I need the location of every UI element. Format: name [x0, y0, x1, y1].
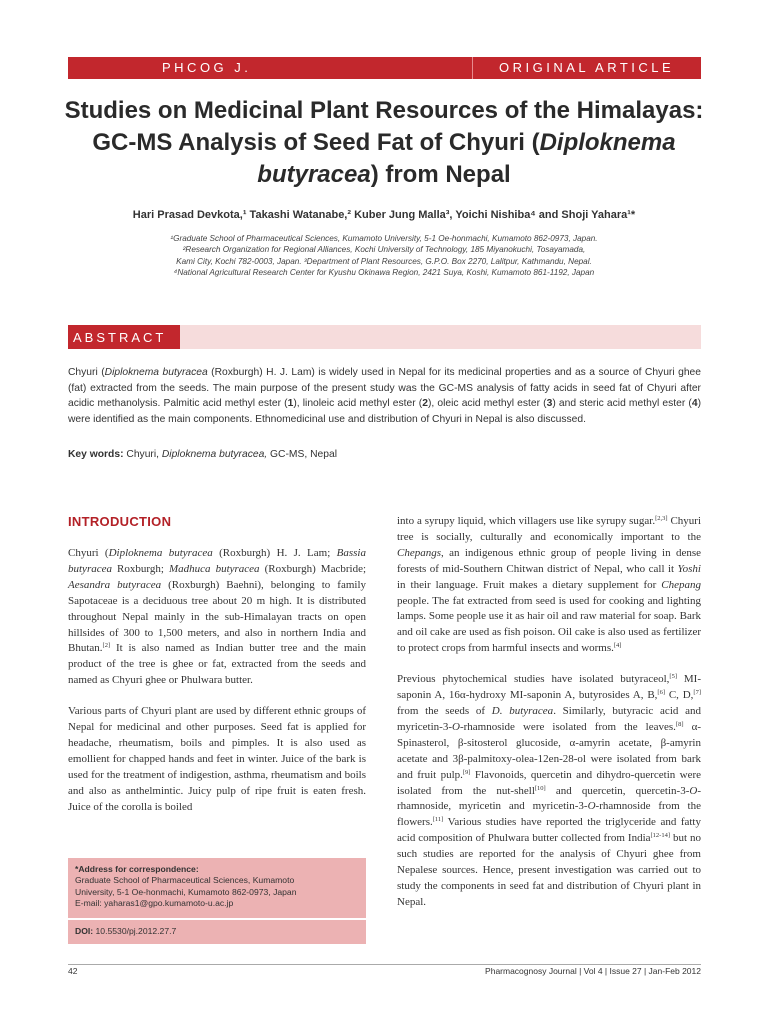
correspondence-divider [68, 918, 366, 920]
keywords-label: Key words: [68, 449, 124, 460]
header-bar [68, 57, 701, 79]
page-number: 42 [68, 966, 78, 976]
correspondence-label: *Address for correspondence: [75, 864, 199, 874]
paragraph: Various parts of Chyuri plant are used by different ethnic groups of Nepal for medicinal and other purposes. Seed fat is applied for headache, rheumatism, boils and pimples. It is also used as emollient for chapped hands and feet in winter. Juice of the bark is used for the treatment of indigestion, asthma, rheumatism and boils and also as anthelmintic. Juicy pulp of ripe fruit is eaten fresh. Juice of the corolla is boiled [68, 705, 366, 813]
article-type: ORIGINAL ARTICLE [499, 60, 675, 75]
section-heading-introduction: INTRODUCTION [68, 514, 172, 529]
journal-name: PHCOG J. [162, 60, 252, 75]
abstract-heading-text: ABSTRACT [73, 330, 167, 345]
body-column-right [397, 514, 701, 926]
paragraph: into a syrupy liquid, which villagers use like syrupy sugar.[2,3] Chyuri tree is socially, culturally and economically important to the Chepangs, an indigenous ethnic group of people living in dense forests of mid-Southern Chitwan district of Nepal, who call it Yoshi in their language. Fruit makes a dietary supplement for Chepang people. The fat extracted from seed is used for cooking and lighting lamps. Some people use it as hair oil and raw material for soap. Bark and oil cake are used as fish poison. Oil cake is also used as fertilizer to protect crops from harmful insects and worms.[4] [397, 515, 701, 655]
article-title [40, 95, 728, 191]
correspondence-email[interactable]: E-mail: yaharas1@gpo.kumamoto-u.ac.jp [75, 898, 234, 909]
body-column-left [68, 546, 366, 831]
title-line-2: GC-MS Analysis of Seed Fat of Chyuri ( [92, 129, 540, 156]
footer-rule [68, 964, 701, 965]
title-species: Diploknema butyracea [257, 129, 676, 188]
title-line-3: ) from Nepal [370, 161, 511, 188]
journal-citation: Pharmacognosy Journal | Vol 4 | Issue 27 | Jan-Feb 2012 [485, 966, 701, 976]
doi[interactable]: DOI: 10.5530/pj.2012.27.7 [75, 926, 177, 936]
affiliation-line: Kami City, Kochi 782-0003, Japan. ³Department of Plant Resources, G.P.O. Box 2270, Lalitpur, Kathmandu, Nepal. [176, 256, 592, 266]
title-line-1: Studies on Medicinal Plant Resources of the Himalayas: [64, 97, 704, 124]
paragraph: Previous phytochemical studies have isolated butyraceol,[5] MI-saponin A, 16α-hydroxy MI-saponin A, butyrosides A, B,[6] C, D,[7] from the seeds of D. butyracea. Similarly, butyracic acid and myricetin-3-O-rhamnoside were isolated from the leaves.[8] α-Spinasterol, β-sitosterol glucoside, α-amyrin acetate, β-amyrin acetate and 3β-palmitoxy-olea-12en-28-ol were isolated from bark and fruit pulp.[9] Flavonoids, quercetin and dihydro-quercetin were isolated from the nut-shell[10] and quercetin, quercetin-3-O-rhamnoside, myricetin and myricetin-3-O-rhamnoside from the flowers.[11] Various studies have reported the triglyceride and fatty acid composition of Phulwara butter collected from India[12-14] but no such studies are reported for the analysis of Chyuri ghee from Nepalese sources. Hence, present investigation was carried out to study the components in seed fat and distribution of Chyuri plant in Nepal. [397, 673, 702, 908]
affiliation-line: ⁴National Agricultural Research Center for Kyushu Okinawa Region, 2421 Suya, Koshi, Kumamoto 861-1192, Japan [173, 267, 595, 277]
abstract-heading [68, 325, 180, 349]
author-list: Hari Prasad Devkota,¹ Takashi Watanabe,² Kuber Jung Malla³, Yoichi Nishiba⁴ and Shoji Yahara¹* [132, 209, 636, 221]
correspondence-box: *Address for correspondence: Graduate School of Pharmaceutical Sciences, Kumamoto University, 5-1 Oe-honmachi, Kumamoto 862-0973, Japan E-mail: yaharas1@gpo.kumamoto-u.ac.jp DOI: 10.5530/pj.2012.27.7 [68, 858, 366, 944]
paragraph: Chyuri (Diploknema butyracea (Roxburgh) H. J. Lam; Bassia butyracea Roxburgh; Madhuca butyracea (Roxburgh) Macbride; Aesandra butyracea (Roxburgh) Baehni), belonging to family Sapotaceae is a deciduous tree about 20 m high. It is distributed throughout Nepal mainly in the sub-Himalayan tracts on open hillsides of 300 to 1,500 meters, and also in northern India and Bhutan.[2] It is also named as Indian butter tree and the main product of the tree is ghee or fat, extracted from the seeds and named as Chyuri ghee or Phulwara butter. [68, 547, 367, 687]
keywords: Key words: Chyuri, Diploknema butyracea, GC-MS, Nepal [68, 449, 337, 460]
header-divider [472, 57, 473, 79]
affiliation-line: ²Research Organization for Regional Alliances, Kochi University of Technology, 185 Miyanokuchi, Tosayamada, [182, 245, 586, 255]
affiliation-line: ¹Graduate School of Pharmaceutical Sciences, Kumamoto University, 5-1 Oe-honmachi, Kumamoto 862-0973, Japan. [170, 234, 598, 243]
abstract-text: Chyuri (Diploknema butyracea (Roxburgh) H. J. Lam) is widely used in Nepal for its medicinal properties and as a source of Chyuri ghee (fat) extracted from the seeds. The main purpose of the present study was the GC-MS analysis of fatty acids in seed fat of Chyuri after acidic methanolysis. Palmitic acid methyl ester (1), linoleic acid methyl ester (2), oleic acid methyl ester (3) and steric acid methyl ester (4) were identified as the main components. Ethnomedicinal use and distribution of Chyuri in Nepal is also discussed. [68, 367, 702, 425]
affiliations [70, 233, 698, 278]
